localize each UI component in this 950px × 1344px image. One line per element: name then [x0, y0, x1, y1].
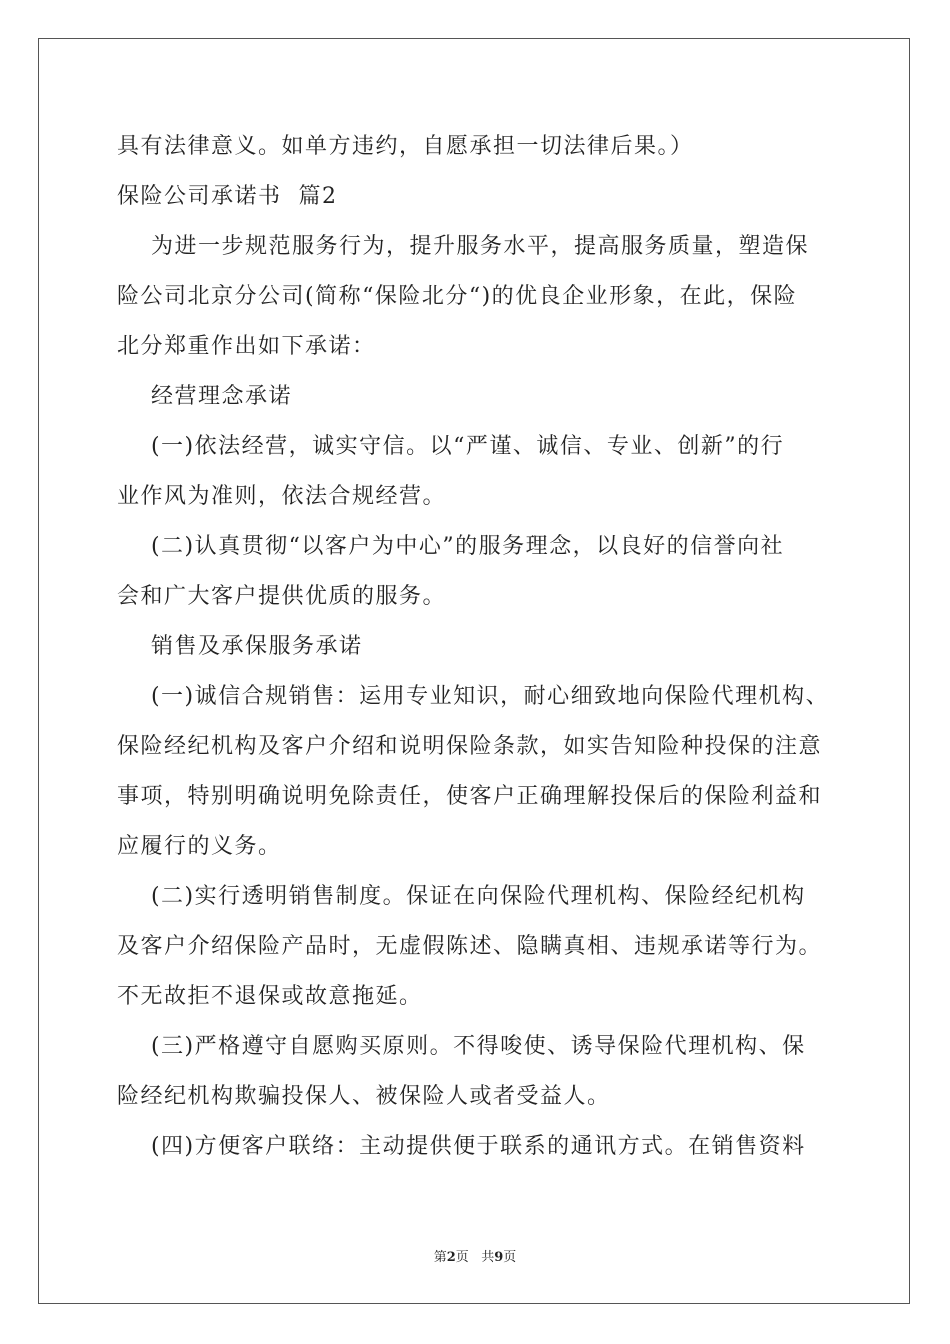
text-line: 应履行的义务。 [117, 834, 282, 859]
text-line: 险公司北京分公司(简称“保险北分“)的优良企业形象，在此，保险 [117, 284, 798, 309]
document-body [117, 122, 837, 1172]
text-line: (二)实行透明销售制度。保证在向保险代理机构、保险经纪机构 [117, 884, 806, 909]
text-line: 业作风为准则，依法合规经营。 [117, 484, 447, 509]
total-pages-number: 9 [494, 1250, 504, 1265]
text-line: 保险经纪机构及客户介绍和说明保险条款，如实告知险种投保的注意 [117, 734, 823, 759]
footer-suffix: 页 [503, 1250, 517, 1265]
text-line: (四)方便客户联络：主动提供便于联系的通讯方式。在销售资料 [117, 1134, 806, 1159]
text-line: 为进一步规范服务行为，提升服务水平，提高服务质量，塑造保 [117, 234, 809, 259]
footer-prefix: 第 [433, 1250, 447, 1265]
text-line: 北分郑重作出如下承诺： [117, 334, 376, 359]
text-line: 及客户介绍保险产品时，无虚假陈述、隐瞒真相、违规承诺等行为。 [117, 934, 823, 959]
current-page-number: 2 [446, 1250, 456, 1265]
subheading: 经营理念承诺 [117, 384, 292, 409]
page-footer [0, 1246, 950, 1265]
text-line: 险经纪机构欺骗投保人、被保险人或者受益人。 [117, 1084, 611, 1109]
text-line: 事项，特别明确说明免除责任，使客户正确理解投保后的保险利益和 [117, 784, 823, 809]
text-line: 会和广大客户提供优质的服务。 [117, 584, 447, 609]
text-line: 不无故拒不退保或故意拖延。 [117, 984, 423, 1009]
text-line: 具有法律意义。如单方违约，自愿承担一切法律后果。） [117, 134, 694, 159]
text-line: (三)严格遵守自愿购买原则。不得唆使、诱导保险代理机构、保 [117, 1034, 806, 1059]
section-heading: 保险公司承诺书 篇2 [117, 184, 338, 209]
subheading: 销售及承保服务承诺 [117, 634, 363, 659]
text-line: (一)诚信合规销售：运用专业知识，耐心细致地向保险代理机构、 [117, 684, 830, 709]
text-line: (二)认真贯彻“以客户为中心”的服务理念，以良好的信誉向社 [117, 534, 785, 559]
text-line: (一)依法经营，诚实守信。以“严谨、诚信、专业、创新”的行 [117, 434, 785, 459]
footer-middle: 页 共 [455, 1250, 495, 1265]
